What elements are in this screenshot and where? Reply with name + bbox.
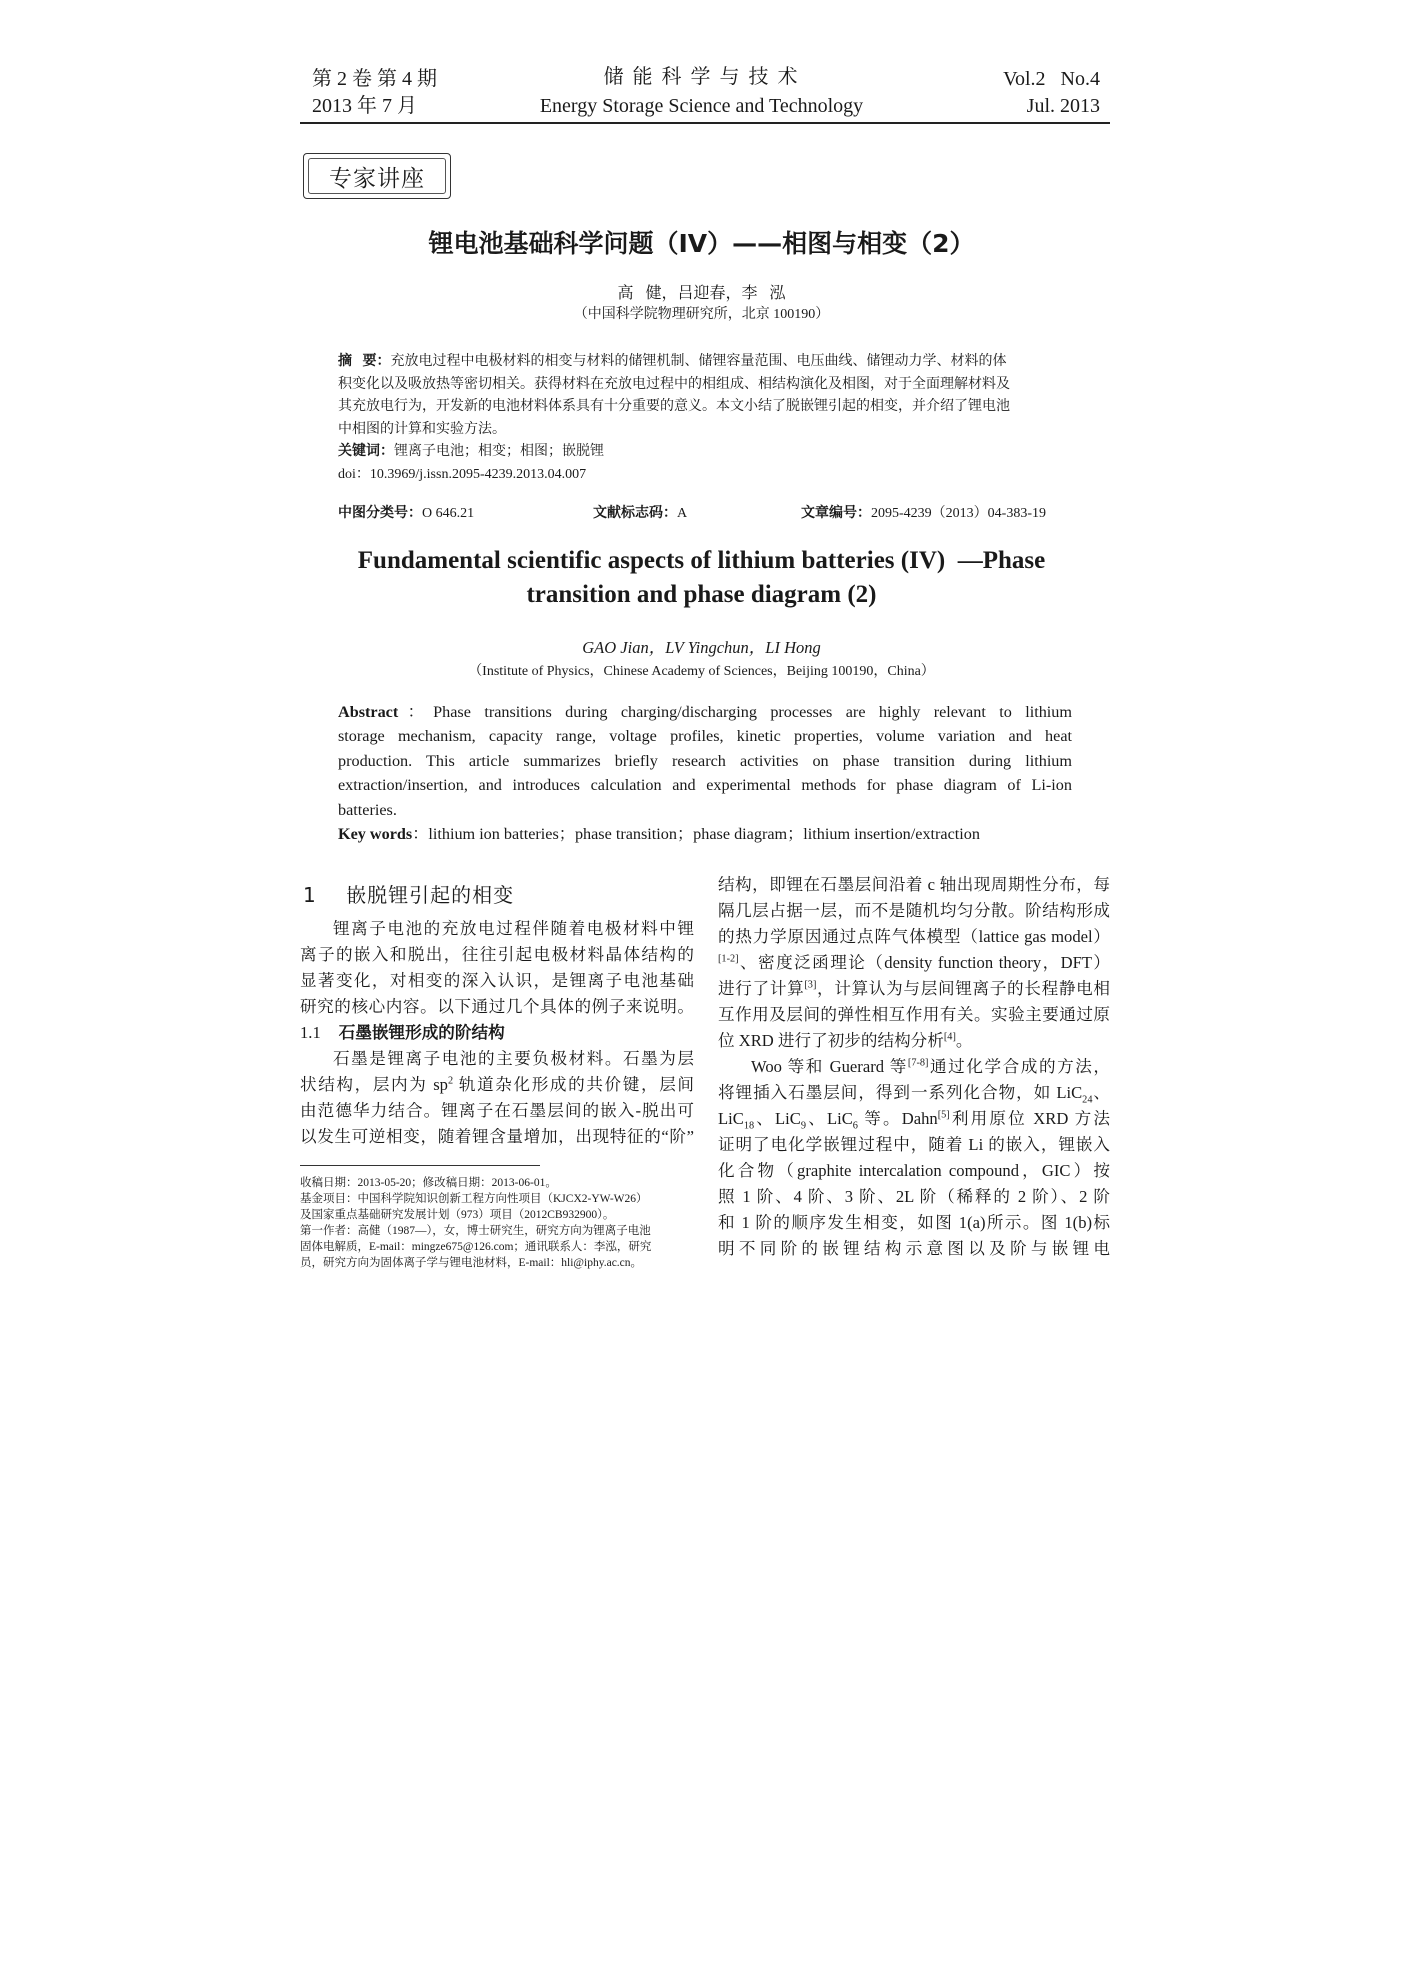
citation: [3] — [804, 979, 817, 991]
body-line: 化合物（graphite intercalation compound，GIC）按 — [718, 1161, 1110, 1180]
column-badge — [303, 153, 451, 199]
body-line: 结构，即锂在石墨层间沿着 c 轴出现周期性分布，每 — [718, 875, 1110, 894]
body-line: 互作用及层间的弹性相互作用有关。实验主要通过原 — [718, 1005, 1110, 1024]
header-rule — [300, 122, 1110, 124]
en-keywords-label: Key words — [338, 825, 413, 844]
subsection-number: 1.1 — [300, 1023, 321, 1042]
cn-keywords: 锂离子电池；相变；相图；嵌脱锂 — [394, 444, 604, 459]
body-line — [718, 1080, 1110, 1106]
citation: [1-2] — [718, 953, 739, 965]
body-line — [718, 1106, 1110, 1132]
body-text: 、 — [1092, 1083, 1110, 1102]
body-line: 的热力学原因通过点阵气体模型（lattice gas model） — [718, 927, 1110, 946]
footnote-line: 及国家重点基础研究发展计划（973）项目（2012CB932900）。 — [300, 1209, 615, 1221]
cn-affiliation: （中国科学院物理研究所，北京 100190） — [573, 307, 830, 322]
header-journal-en: Energy Storage Science and Technology — [539, 95, 864, 117]
footnote-line: 收稿日期：2013-05-20；修改稿日期：2013-06-01。 — [300, 1177, 557, 1189]
en-authors: GAO Jian，LV Yingchun，LI Hong — [582, 638, 821, 657]
subscript: 18 — [743, 1120, 755, 1132]
body-text: 、LiC — [806, 1109, 853, 1128]
body-text: 进行了计算 — [718, 979, 805, 998]
cn-article-label: 文章编号： — [801, 506, 871, 521]
citation: [4] — [943, 1031, 956, 1043]
body-line: 离子的嵌入和脱出，往往引起电极材料晶体结构的 — [300, 945, 694, 964]
en-abstract-label: Abstract — [338, 703, 399, 721]
body-text: 利用原位 XRD 方法 — [949, 1109, 1110, 1128]
body-line — [718, 950, 1110, 976]
subsection-title: 石墨嵌锂形成的阶结构 — [338, 1023, 505, 1042]
citation: [5] — [937, 1109, 950, 1121]
cn-article-value: 2095-4239（2013）04-383-19 — [871, 506, 1046, 521]
header-journal-cn: 储 能 科 学 与 技 术 — [603, 66, 800, 88]
body-text: 轨道杂化形成的共价键，层间 — [453, 1075, 694, 1094]
en-title-line1: Fundamental scientific aspects of lithium batteries (IV) —Phase — [357, 547, 1046, 574]
cn-abstract-line: 充放电过程中电极材料的相变与材料的储锂机制、储锂容量范围、电压曲线、储锂动力学、材料的体 — [390, 354, 1007, 369]
en-affiliation: （Institute of Physics，Chinese Academy of Sciences，Beijing 100190，China） — [468, 664, 935, 679]
body-line: 隔几层占据一层，而不是随机均匀分散。阶结构形成 — [718, 901, 1110, 920]
header-vol-no: Vol.2 No.4 — [1003, 68, 1100, 90]
en-title-line2: transition and phase diagram (2) — [526, 581, 877, 608]
en-abstract — [338, 700, 1072, 846]
header-date: 2013 年 7 月 — [312, 95, 417, 117]
subscript: 6 — [852, 1120, 858, 1132]
en-abstract-line: ：Phase transitions during charging/discharging processes are highly relevant to lithium — [398, 703, 1072, 721]
cn-abstract-label: 摘 要： — [338, 354, 391, 369]
en-abstract-line: storage mechanism, capacity range, voltage profiles, kinetic properties, volume variation and heat — [338, 727, 1072, 746]
body-line: 锂离子电池的充放电过程伴随着电极材料中锂 — [333, 919, 694, 938]
body-text: 等。Dahn — [857, 1109, 938, 1128]
superscript: 2 — [447, 1075, 454, 1087]
footnote-line: 固体电解质，E-mail：mingze675@126.com；通讯联系人：李泓，研究 — [300, 1241, 652, 1253]
cn-abstract-line: 积变化以及吸放热等密切相关。获得材料在充放电过程中的相组成、相结构演化及相图，对于全面理解材料及 — [338, 376, 1010, 392]
body-line: 证明了电化学嵌锂过程中，随着 Li 的嵌入，锂嵌入 — [718, 1135, 1110, 1154]
body-text: 。 — [955, 1031, 973, 1050]
en-keywords: ：lithium ion batteries；phase transition；phase diagram；lithium insertion/extraction — [412, 825, 980, 844]
body-line — [718, 976, 1110, 1002]
en-abstract-line: batteries. — [338, 800, 397, 819]
body-line: 显著变化，对相变的深入认识，是锂离子电池基础 — [300, 971, 694, 990]
cn-class-label: 中图分类号： — [338, 506, 422, 521]
left-column — [300, 916, 694, 1150]
body-line: 石墨是锂离子电池的主要负极材料。石墨为层 — [333, 1049, 694, 1068]
cn-doi: doi：10.3969/j.issn.2095-4239.2013.04.007 — [338, 466, 587, 482]
body-line: 研究的核心内容。以下通过几个具体的例子来说明。 — [300, 997, 694, 1016]
body-line — [718, 1054, 1110, 1080]
subscript: 24 — [1082, 1094, 1093, 1106]
body-text: 、LiC — [754, 1109, 801, 1128]
body-text: 、密度泛函理论（density function theory，DFT） — [738, 953, 1110, 972]
subsection-heading — [300, 1020, 694, 1046]
cn-abstract — [338, 351, 1070, 486]
cn-class-value: O 646.21 — [422, 506, 475, 521]
cn-title: 锂电池基础科学问题（IV）——相图与相变（2） — [428, 229, 975, 258]
footnote-line: 第一作者：高健（1987—），女，博士研究生，研究方向为锂离子电池 — [300, 1225, 651, 1237]
footnote-rule — [300, 1165, 540, 1166]
footnote — [300, 1175, 694, 1271]
subscript: 9 — [800, 1120, 807, 1132]
body-line — [300, 1072, 694, 1098]
cn-doc-label: 文献标志码： — [593, 506, 677, 521]
body-line: 以发生可逆相变，随着锂含量增加，出现特征的“阶” — [300, 1127, 694, 1146]
body-text: LiC — [718, 1109, 744, 1128]
footnote-line: 员，研究方向为固体离子学与锂电池材料，E-mail：hli@iphy.ac.cn。 — [300, 1257, 643, 1269]
body-text: 位 XRD 进行了初步的结构分析 — [718, 1031, 944, 1050]
body-line — [718, 1028, 1110, 1054]
section-1-heading: 1 嵌脱锂引起的相变 — [303, 883, 515, 907]
body-text: Woo 等和 Guerard 等 — [751, 1057, 908, 1076]
body-line: 照 1 阶、4 阶、3 阶、2L 阶（稀释的 2 阶）、2 阶 — [718, 1187, 1110, 1206]
body-line: 由范德华力结合。锂离子在石墨层间的嵌入-脱出可 — [300, 1101, 694, 1120]
body-text: 状结构，层内为 sp — [300, 1075, 448, 1094]
cn-authors: 高 健，吕迎春，李 泓 — [617, 285, 786, 302]
cn-doc-value: A — [677, 506, 688, 521]
en-abstract-line: production. This article summarizes briefly research activities on phase transition during lithium — [338, 751, 1072, 770]
body-text: 将锂插入石墨层间，得到一系列化合物，如 LiC — [718, 1083, 1083, 1102]
column-badge-label: 专家讲座 — [329, 166, 425, 192]
body-line: 和 1 阶的顺序发生相变，如图 1(a)所示。图 1(b)标 — [718, 1213, 1110, 1232]
cn-abstract-line: 中相图的计算和实验方法。 — [338, 421, 506, 437]
cn-classification — [338, 502, 474, 522]
header-month-year: Jul. 2013 — [1026, 95, 1100, 117]
right-column — [718, 872, 1110, 1262]
cn-document-code — [593, 502, 687, 522]
body-line: 明不同阶的嵌锂结构示意图以及阶与嵌锂电 — [718, 1239, 1110, 1258]
cn-article-number — [801, 502, 1046, 522]
footnote-line: 基金项目：中国科学院知识创新工程方向性项目（KJCX2-YW-W26） — [300, 1193, 648, 1205]
header-volume-issue: 第 2 卷 第 4 期 — [312, 68, 437, 90]
body-text: 通过化学合成的方法， — [928, 1057, 1111, 1076]
body-text: ，计算认为与层间锂离子的长程静电相 — [816, 979, 1111, 998]
cn-keywords-label: 关键词： — [338, 444, 394, 459]
citation: [7-8] — [907, 1057, 929, 1069]
cn-abstract-line: 其充放电行为，开发新的电池材料体系具有十分重要的意义。本文小结了脱嵌锂引起的相变，并介绍了锂电池 — [338, 399, 1010, 414]
en-abstract-line: extraction/insertion, and introduces calculation and experimental methods for phase diagram of Li-ion — [338, 776, 1072, 795]
